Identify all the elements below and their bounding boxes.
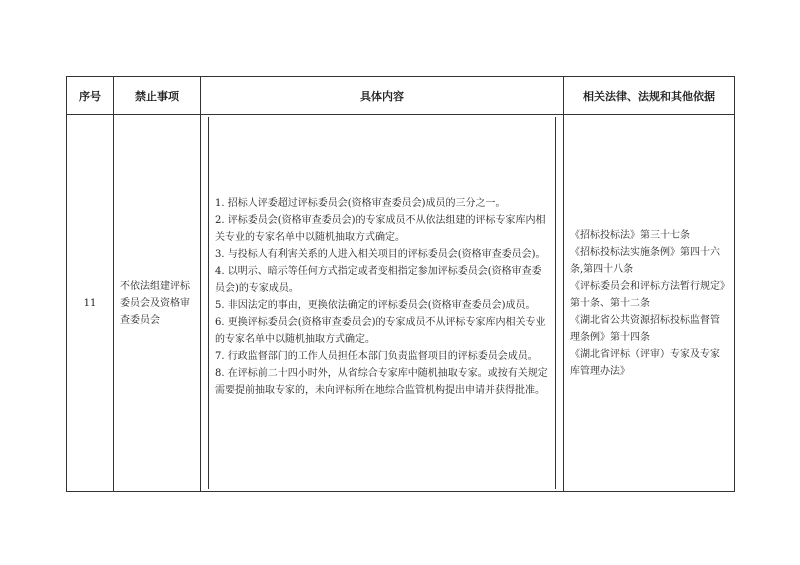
content-item: 3. 与投标人有利害关系的人进入相关项目的评标委员会(资格审查委员会)。 [215, 249, 546, 260]
legal-basis-item: 《湖北省评标（评审）专家及专家库管理办法》 [570, 348, 720, 377]
content-item: 8. 在评标前二十四小时外，从省综合专家库中随机抽取专家。或按有关规定需要提前抽取专家的，未向评标所在地综合监管机构提出申请并获得批准。 [215, 368, 548, 396]
row-legal-basis-cell [564, 115, 735, 492]
table-row [67, 115, 735, 492]
content-item: 2. 评标委员会(资格审查委员会)的专家成员不从依法组建的评标专家库内相关专业的专家名单中以随机抽取方式确定。 [215, 215, 546, 243]
legal-basis-item: 《招标投标法实施条例》第四十六条,第四十八条 [570, 246, 720, 275]
legal-basis-item: 《招标投标法》第三十七条 [570, 229, 690, 241]
legal-basis-item: 《湖北省公共资源招标投标监督管理条例》第十四条 [570, 314, 720, 343]
header-legal-basis: 相关法律、法规和其他依据 [564, 77, 735, 115]
content-list [208, 117, 556, 489]
content-item: 7. 行政监督部门的工作人员担任本部门负责监督项目的评标委员会成员。 [215, 351, 538, 362]
content-item: 6. 更换评标委员会(资格审查委员会)的专家成员不从评标专家库内相关专业的专家名单中以随机抽取方式确定。 [215, 317, 546, 345]
header-content: 具体内容 [201, 77, 564, 115]
content-item: 4. 以明示、暗示等任何方式指定或者变相指定参加评标委员会(资格审查委员会)的专家成员。 [215, 266, 542, 294]
table-header-row [67, 77, 735, 115]
row-prohibited-item-cell [114, 115, 201, 492]
content-item: 1. 招标人评委超过评标委员会(资格审查委员会)成员的三分之一。 [215, 198, 506, 209]
row-content-cell [201, 115, 564, 492]
regulation-table [66, 76, 735, 492]
content-item: 5. 非因法定的事由，更换依法确定的评标委员会(资格审查委员会)成员。 [215, 300, 536, 311]
row-seq-cell: 11 [67, 115, 114, 492]
prohibited-item-text: 不依法组建评标委员会及资格审查委员会 [120, 280, 190, 326]
legal-basis-item: 《评标委员会和评标方法暂行规定》第十条、第十二条 [570, 280, 725, 309]
header-seq: 序号 [67, 77, 114, 115]
header-prohibited-item: 禁止事项 [114, 77, 201, 115]
